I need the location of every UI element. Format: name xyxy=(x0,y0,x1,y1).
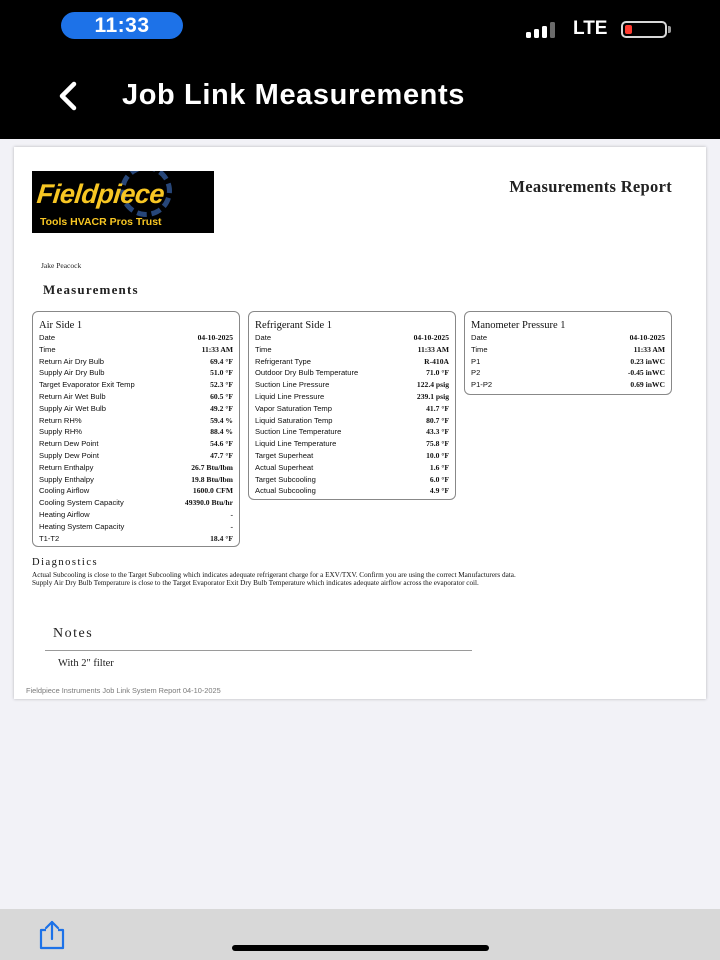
measurement-value: 71.0 °F xyxy=(426,368,449,378)
measurement-row xyxy=(39,404,233,415)
technician-name: Jake Peacock xyxy=(41,261,82,270)
measurement-row xyxy=(39,486,233,497)
measurement-row xyxy=(255,333,449,344)
measurement-row xyxy=(255,463,449,474)
page-title: Job Link Measurements xyxy=(122,79,465,111)
measurement-value: 122.4 psig xyxy=(416,380,449,390)
measurement-label: Liquid Line Pressure xyxy=(255,392,325,401)
measurement-value: 11:33 AM xyxy=(417,344,449,354)
measurement-label: Vapor Saturation Temp xyxy=(255,403,332,413)
measurement-value: 0.23 inWC xyxy=(630,356,665,366)
measurement-value: 18.4 °F xyxy=(210,533,233,543)
measurement-value: 75.8 °F xyxy=(426,439,449,449)
back-button[interactable] xyxy=(52,78,88,114)
measurement-row xyxy=(39,534,233,545)
measurement-label: Date xyxy=(471,333,488,342)
measurement-label: Target Subcooling xyxy=(255,474,316,484)
notes-text: With 2" filter xyxy=(58,658,114,669)
measurement-label: Supply Enthalpy xyxy=(39,474,94,484)
measurement-value: 47.7 °F xyxy=(210,451,233,460)
measurement-label: Return Enthalpy xyxy=(39,462,94,472)
measurement-row xyxy=(39,380,233,391)
measurement-label: Target Superheat xyxy=(255,451,314,460)
measurement-label: Heating System Capacity xyxy=(39,521,125,531)
measurement-label: Liquid Saturation Temp xyxy=(255,415,333,425)
measurement-row xyxy=(39,392,233,403)
measurement-value: 19.8 Btu/lbm xyxy=(191,474,233,484)
measurement-value: 51.0 °F xyxy=(210,368,233,378)
measurement-row xyxy=(39,498,233,509)
measurement-value: 80.7 °F xyxy=(426,415,449,425)
home-indicator[interactable] xyxy=(232,945,489,951)
measurement-row xyxy=(255,475,449,486)
battery-tip xyxy=(668,26,671,33)
measurement-row xyxy=(255,368,449,379)
measurement-row xyxy=(255,451,449,462)
measurement-label: Supply Air Dry Bulb xyxy=(39,368,105,378)
battery-low-icon xyxy=(621,21,667,38)
measurement-row xyxy=(39,463,233,474)
measurement-label: Return Air Dry Bulb xyxy=(39,356,104,366)
measurement-row xyxy=(471,333,665,344)
measurement-label: Supply Dew Point xyxy=(39,451,99,460)
measurement-value: 04-10-2025 xyxy=(629,333,665,342)
measurement-value: 0.69 inWC xyxy=(630,380,665,390)
measurement-value: 11:33 AM xyxy=(201,344,233,354)
fieldpiece-logo xyxy=(32,171,214,233)
measurement-value: - xyxy=(230,521,233,531)
measurement-row xyxy=(471,368,665,379)
measurement-label: Return RH% xyxy=(39,415,82,425)
measurement-row xyxy=(39,427,233,438)
notes-heading: Notes xyxy=(53,626,94,641)
measurement-row xyxy=(39,510,233,521)
measurement-row xyxy=(471,357,665,368)
measurement-row xyxy=(39,368,233,379)
measurement-value: 59.4 % xyxy=(210,415,233,425)
measurement-label: P2 xyxy=(471,368,481,378)
diagnostic-line: Actual Subcooling is close to the Target Subcooling which indicates adequate refrigerant charge for a EXV/TXV. Confirm you are using the correct Manufacturers data. xyxy=(32,571,516,579)
measurement-label: Suction Line Temperature xyxy=(255,427,342,437)
measurement-value: 04-10-2025 xyxy=(413,333,449,342)
measurement-label: Time xyxy=(255,344,272,354)
measurement-label: Date xyxy=(255,333,272,342)
measurement-label: Time xyxy=(39,344,56,354)
report-footer: Fieldpiece Instruments Job Link System Report 04-10-2025 xyxy=(26,686,221,695)
measurement-label: Cooling System Capacity xyxy=(39,498,124,508)
diagnostic-line: Supply Air Dry Bulb Temperature is close to the Target Evaporator Exit Dry Bulb Temperature which indicates adequate airflow across the evaporator coil. xyxy=(32,579,479,587)
measurement-panel xyxy=(32,311,240,547)
measurement-row xyxy=(255,392,449,403)
measurement-label: Actual Subcooling xyxy=(255,486,316,496)
measurement-label: T1-T2 xyxy=(39,533,60,543)
measurement-value: 49.2 °F xyxy=(210,403,233,413)
measurement-label: P1 xyxy=(471,356,481,366)
measurement-label: Return Air Wet Bulb xyxy=(39,392,106,401)
diagnostics-heading: Diagnostics xyxy=(32,557,99,568)
measurement-value: 49390.0 Btu/hr xyxy=(184,498,233,508)
notes-divider xyxy=(45,650,472,651)
measurement-value: 6.0 °F xyxy=(429,474,449,484)
logo-brand: Fieldpiece xyxy=(35,179,166,209)
chevron-left-icon xyxy=(52,78,88,114)
measurement-row xyxy=(255,404,449,415)
status-time: 11:33 xyxy=(61,12,183,39)
measurement-label: Supply RH% xyxy=(39,427,83,437)
bottom-toolbar xyxy=(0,909,720,960)
measurement-row xyxy=(255,486,449,497)
measurement-row xyxy=(255,427,449,438)
measurement-row xyxy=(39,475,233,486)
network-label: LTE xyxy=(573,18,608,39)
share-button[interactable] xyxy=(34,920,70,950)
report-document[interactable] xyxy=(14,147,706,699)
measurement-label: Liquid Line Temperature xyxy=(255,439,337,449)
measurement-value: 10.0 °F xyxy=(426,451,449,460)
panel-title: Manometer Pressure 1 xyxy=(471,320,566,331)
measurement-value: 26.7 Btu/lbm xyxy=(191,462,233,472)
measurement-label: Suction Line Pressure xyxy=(255,380,330,390)
measurement-row xyxy=(255,380,449,391)
measurement-value: 88.4 % xyxy=(210,427,233,437)
measurement-label: Supply Air Wet Bulb xyxy=(39,403,106,413)
measurement-label: Time xyxy=(471,344,488,354)
measurement-label: Outdoor Dry Bulb Temperature xyxy=(255,368,359,378)
measurement-row xyxy=(39,451,233,462)
measurement-label: Actual Superheat xyxy=(255,462,314,472)
measurement-row xyxy=(39,416,233,427)
logo-tagline: Tools HVACR Pros Trust xyxy=(40,216,162,228)
measurement-panel xyxy=(248,311,456,500)
measurement-value: 239.1 psig xyxy=(416,392,449,401)
measurement-label: Refrigerant Type xyxy=(255,356,311,366)
measurement-label: P1-P2 xyxy=(471,380,493,390)
measurement-label: Date xyxy=(39,333,56,342)
measurement-value: 54.6 °F xyxy=(210,439,233,449)
measurement-value: 60.5 °F xyxy=(210,392,233,401)
measurement-value: 41.7 °F xyxy=(426,403,449,413)
measurement-row xyxy=(39,333,233,344)
measurement-row xyxy=(255,416,449,427)
measurement-label: Heating Airflow xyxy=(39,510,90,519)
measurements-heading: Measurements xyxy=(43,282,139,297)
measurement-row xyxy=(255,439,449,450)
measurement-value: 1600.0 CFM xyxy=(192,486,233,496)
measurement-label: Return Dew Point xyxy=(39,439,99,449)
measurement-value: 52.3 °F xyxy=(210,380,233,390)
panel-title: Refrigerant Side 1 xyxy=(255,320,332,331)
panel-title: Air Side 1 xyxy=(39,320,83,331)
measurement-row xyxy=(471,380,665,391)
measurement-row xyxy=(39,345,233,356)
measurement-value: 11:33 AM xyxy=(633,344,665,354)
share-icon xyxy=(34,920,70,950)
measurement-value: - xyxy=(230,510,233,519)
signal-icon xyxy=(526,22,566,38)
measurement-value: R-410A xyxy=(424,356,449,366)
measurement-panel xyxy=(464,311,672,395)
measurement-row xyxy=(39,522,233,533)
measurement-value: 43.3 °F xyxy=(426,427,449,437)
header xyxy=(0,0,720,139)
measurement-row xyxy=(39,439,233,450)
measurement-row xyxy=(255,345,449,356)
measurement-row xyxy=(255,357,449,368)
report-title: Measurements Report xyxy=(509,177,672,196)
measurement-value: -0.45 inWC xyxy=(627,368,665,378)
measurement-value: 69.4 °F xyxy=(210,356,233,366)
measurement-value: 4.9 °F xyxy=(429,486,449,496)
measurement-row xyxy=(471,345,665,356)
measurement-value: 1.6 °F xyxy=(429,462,449,472)
measurement-label: Target Evaporator Exit Temp xyxy=(39,380,135,390)
measurement-label: Cooling Airflow xyxy=(39,486,90,496)
measurement-value: 04-10-2025 xyxy=(197,333,233,342)
measurement-row xyxy=(39,357,233,368)
